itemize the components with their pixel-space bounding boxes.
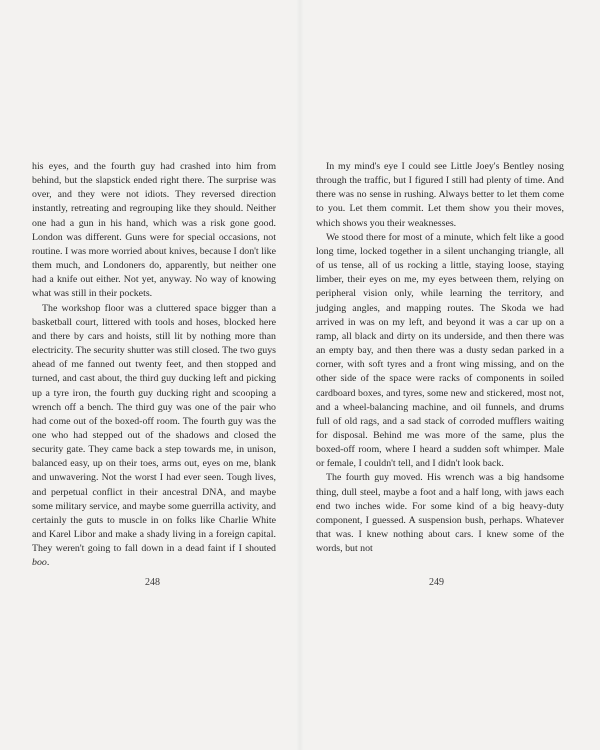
right-page — [316, 160, 564, 556]
book-gutter — [296, 0, 304, 750]
emphasis-word: boo — [32, 557, 47, 569]
right-paragraph-3: The fourth guy moved. His wrench was a big handsome thing, dull steel, maybe a foot and a half long, with jaws each end two inches wide. For some kind of a big heavy-duty component, I guessed. A suspension bush, perhaps. Whatever that was. I knew nothing about cars. I knew some of the words, but not — [316, 472, 564, 555]
right-paragraph-2: We stood there for most of a minute, which felt like a good long time, locked together in a silent unchanging triangle, all of us tense, all of us rocking a little, staying loose, staying limber, their eyes on me, my eyes between them, relying on peripheral vision only, while learning the territory, and judging angles, and mapping routes. The Skoda we had arrived in was on my left, and beyond it was a car up on a ramp, all black and dirty on its underside, and then there was an empty bay, and then there was a dusty sedan parked in a corner, with soft tyres and a front wing missing, and on the other side of the space were racks of components in soiled cardboard boxes, and tyres, some new and stickered, most not, and a wheel-balancing machine, and oil funnels, and drums full of old rags, and a sad stack of corroded mufflers waiting for disposal. Behind me was more of the same, plus the boxed-off room, where I heard a sudden soft whimper. Male or female, I couldn't tell, and I didn't look back. — [316, 231, 564, 470]
left-page — [32, 160, 276, 571]
left-paragraph-1: his eyes, and the fourth guy had crashed into him from behind, but the slapstick ended right there. The surprise was over, and they were not idiots. They reversed direction instantly, retreating and regrouping like they should. Neither one had a gun in his hand, which was a risk gone good. London was different. Guns were for special occasions, not routine. I was more worried about knives, because I don't like them much, and Londoners do, apparently, but neither one had a knife out either. Not yet, anyway. No way of knowing what was still in their pockets. — [32, 161, 276, 300]
right-paragraph-1: In my mind's eye I could see Little Joey's Bentley nosing through the traffic, but I figured I still had plenty of time. And there was no sense in rushing. Always better to let them come to you. Let them commit. Let them show you their moves, which shows you their weaknesses. — [316, 161, 564, 229]
emphasis-tail: . — [46, 557, 50, 569]
left-paragraph-2-text: The workshop floor was a cluttered space bigger than a basketball court, littered with tools and hoses, blocked here and there by cars and hoists, still lit by nothing more than electricity. The security shutter was still closed. The two guys ahead of me fanned out twenty feet, and then stopped and turned, and cast about, the third guy ducking left and picking up a tyre iron, the fourth guy ducking right and scooping a wrench off a bench. The third guy was one of the pair who had come out of the boxed-off room. The fourth guy was the one who had stepped out of the shadows and closed the security gate. They came back a step towards me, in unison, balanced easy, up on their toes, arms out, eyes on me, blank and unwavering. Not the worst I had ever seen. Tough lives, and perpetual conflict in their ancestral DNA, and maybe some military service, and maybe some guerrilla activity, and certainly the guts to muscle in on folks like Charlie White and Karel Libor and make a shady living in a foreign capital. They weren't going to fall down in a dead faint if I shouted — [32, 302, 276, 555]
page-number-right: 249 — [429, 577, 444, 588]
page-number-left: 248 — [145, 577, 160, 588]
left-paragraph-2 — [32, 302, 276, 571]
